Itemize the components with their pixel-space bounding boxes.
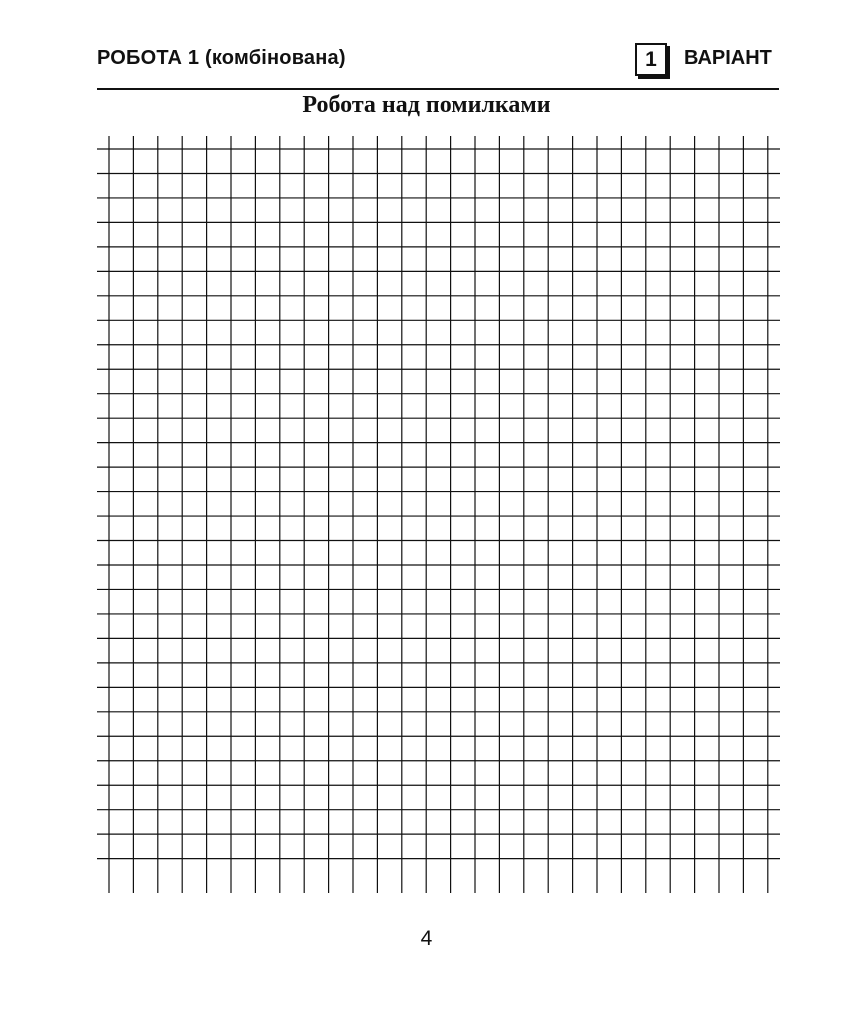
- section-title: Робота над помилками: [302, 92, 551, 118]
- variant-label: ВАРІАНТ: [684, 47, 772, 69]
- page-number: 4: [420, 927, 433, 950]
- variant-number-badge: 1: [635, 43, 667, 76]
- work-title: РОБОТА 1 (комбінована): [97, 47, 346, 69]
